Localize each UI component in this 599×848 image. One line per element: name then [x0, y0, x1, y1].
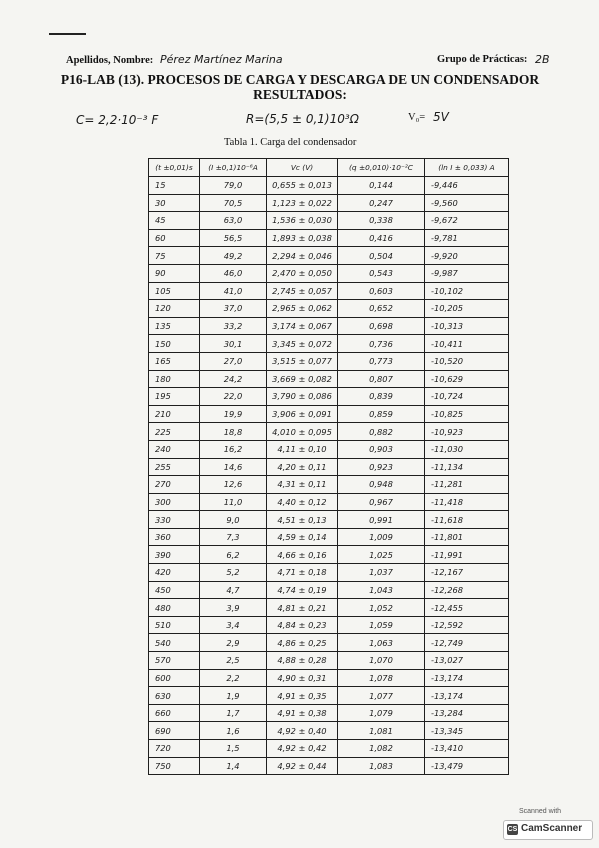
cell-charge: 0,923: [338, 458, 425, 476]
cell-ln-current: -9,781: [425, 229, 509, 247]
cell-ln-current: -13,027: [425, 652, 509, 670]
cell-voltage: 4,71 ± 0,18: [267, 564, 338, 582]
cell-ln-current: -11,991: [425, 546, 509, 564]
table-row: [149, 405, 509, 423]
scanned-with-text: Scanned with: [519, 808, 562, 815]
cell-charge: 0,948: [338, 476, 425, 494]
scanner-watermark: [503, 808, 593, 840]
cell-time: 180: [149, 370, 200, 388]
cell-time: 135: [149, 317, 200, 335]
cell-charge: 0,859: [338, 405, 425, 423]
table-row: [149, 476, 509, 494]
cell-voltage: 2,294 ± 0,046: [267, 247, 338, 265]
cell-charge: 0,247: [338, 194, 425, 212]
cell-current: 1,5: [200, 740, 267, 758]
cell-voltage: 3,515 ± 0,077: [267, 352, 338, 370]
cell-time: 660: [149, 704, 200, 722]
table-row: [149, 687, 509, 705]
cell-current: 7,3: [200, 528, 267, 546]
table-row: [149, 669, 509, 687]
cell-time: 195: [149, 388, 200, 406]
cell-voltage: 4,66 ± 0,16: [267, 546, 338, 564]
cell-current: 18,8: [200, 423, 267, 441]
cell-voltage: 3,174 ± 0,067: [267, 317, 338, 335]
cell-ln-current: -12,749: [425, 634, 509, 652]
cell-ln-current: -11,030: [425, 440, 509, 458]
table-row: [149, 194, 509, 212]
cell-ln-current: -11,134: [425, 458, 509, 476]
cell-current: 1,4: [200, 757, 267, 775]
cell-charge: 0,807: [338, 370, 425, 388]
cell-time: 450: [149, 581, 200, 599]
cell-time: 750: [149, 757, 200, 775]
cell-voltage: 4,88 ± 0,28: [267, 652, 338, 670]
cell-time: 330: [149, 511, 200, 529]
cell-ln-current: -10,205: [425, 300, 509, 318]
table-row: [149, 581, 509, 599]
cell-voltage: 4,91 ± 0,38: [267, 704, 338, 722]
cell-time: 60: [149, 229, 200, 247]
cell-charge: 0,543: [338, 264, 425, 282]
cell-ln-current: -10,923: [425, 423, 509, 441]
table-row: [149, 740, 509, 758]
cell-charge: 1,082: [338, 740, 425, 758]
cell-voltage: 3,790 ± 0,086: [267, 388, 338, 406]
cell-current: 9,0: [200, 511, 267, 529]
cell-current: 1,6: [200, 722, 267, 740]
cell-current: 2,5: [200, 652, 267, 670]
cell-current: 3,9: [200, 599, 267, 617]
camscanner-brand: CamScanner: [521, 823, 583, 834]
table-row: [149, 335, 509, 353]
cell-voltage: 4,74 ± 0,19: [267, 581, 338, 599]
cell-voltage: 4,59 ± 0,14: [267, 528, 338, 546]
cell-time: 630: [149, 687, 200, 705]
top-pen-mark: [49, 33, 86, 35]
table-row: [149, 317, 509, 335]
camscanner-icon: CS: [507, 826, 518, 833]
cell-voltage: 4,31 ± 0,11: [267, 476, 338, 494]
cell-ln-current: -12,268: [425, 581, 509, 599]
cell-time: 45: [149, 212, 200, 230]
cell-ln-current: -10,724: [425, 388, 509, 406]
cell-ln-current: -13,174: [425, 687, 509, 705]
cell-voltage: 4,92 ± 0,42: [267, 740, 338, 758]
table-row: [149, 634, 509, 652]
cell-charge: 0,967: [338, 493, 425, 511]
table-row: [149, 247, 509, 265]
cell-current: 3,4: [200, 616, 267, 634]
table-row: [149, 599, 509, 617]
table-row: [149, 757, 509, 775]
cell-voltage: 4,92 ± 0,40: [267, 722, 338, 740]
table-row: [149, 300, 509, 318]
cell-charge: 1,078: [338, 669, 425, 687]
cell-time: 150: [149, 335, 200, 353]
table-row: [149, 722, 509, 740]
cell-charge: 0,773: [338, 352, 425, 370]
table-row: [149, 493, 509, 511]
cell-ln-current: -9,560: [425, 194, 509, 212]
cell-time: 360: [149, 528, 200, 546]
cell-ln-current: -9,446: [425, 177, 509, 195]
cell-charge: 0,144: [338, 177, 425, 195]
header-voltage: Vc (V): [267, 159, 338, 177]
results-heading: RESULTADOS:: [253, 87, 347, 102]
cell-current: 14,6: [200, 458, 267, 476]
cell-charge: 1,025: [338, 546, 425, 564]
cell-voltage: 2,745 ± 0,057: [267, 282, 338, 300]
table-row: [149, 440, 509, 458]
cell-time: 165: [149, 352, 200, 370]
cell-voltage: 4,84 ± 0,23: [267, 616, 338, 634]
capacitance-value: C= 2,2·10⁻³ F: [76, 113, 159, 127]
cell-time: 690: [149, 722, 200, 740]
cell-current: 33,2: [200, 317, 267, 335]
cell-charge: 1,083: [338, 757, 425, 775]
cell-current: 27,0: [200, 352, 267, 370]
cell-voltage: 1,893 ± 0,038: [267, 229, 338, 247]
cell-voltage: 3,345 ± 0,072: [267, 335, 338, 353]
cell-charge: 1,059: [338, 616, 425, 634]
table-row: [149, 511, 509, 529]
cell-current: 1,9: [200, 687, 267, 705]
table-row: [149, 458, 509, 476]
cell-voltage: 4,40 ± 0,12: [267, 493, 338, 511]
table-body: [149, 177, 509, 775]
cell-current: 46,0: [200, 264, 267, 282]
cell-voltage: 4,86 ± 0,25: [267, 634, 338, 652]
cell-current: 79,0: [200, 177, 267, 195]
cell-current: 63,0: [200, 212, 267, 230]
cell-ln-current: -10,102: [425, 282, 509, 300]
cell-current: 22,0: [200, 388, 267, 406]
cell-time: 510: [149, 616, 200, 634]
camscanner-logo: [503, 820, 593, 840]
table-row: [149, 352, 509, 370]
cell-ln-current: -13,284: [425, 704, 509, 722]
cell-current: 70,5: [200, 194, 267, 212]
cell-charge: 0,652: [338, 300, 425, 318]
cell-charge: 0,698: [338, 317, 425, 335]
cell-voltage: 4,20 ± 0,11: [267, 458, 338, 476]
table-row: [149, 282, 509, 300]
cell-voltage: 2,965 ± 0,062: [267, 300, 338, 318]
cell-charge: 1,052: [338, 599, 425, 617]
cell-time: 30: [149, 194, 200, 212]
cell-ln-current: -9,920: [425, 247, 509, 265]
cell-ln-current: -11,418: [425, 493, 509, 511]
cell-time: 225: [149, 423, 200, 441]
table-row: [149, 652, 509, 670]
cell-time: 480: [149, 599, 200, 617]
cell-charge: 1,037: [338, 564, 425, 582]
cell-charge: 0,991: [338, 511, 425, 529]
cell-charge: 1,081: [338, 722, 425, 740]
cell-current: 30,1: [200, 335, 267, 353]
table-row: [149, 546, 509, 564]
table-row: [149, 212, 509, 230]
cell-ln-current: -10,520: [425, 352, 509, 370]
cell-time: 90: [149, 264, 200, 282]
cell-time: 75: [149, 247, 200, 265]
name-value: Pérez Martínez Marina: [160, 53, 283, 66]
cell-current: 41,0: [200, 282, 267, 300]
cell-time: 120: [149, 300, 200, 318]
cell-ln-current: -11,281: [425, 476, 509, 494]
cell-voltage: 4,81 ± 0,21: [267, 599, 338, 617]
cell-charge: 1,079: [338, 704, 425, 722]
cell-charge: 0,504: [338, 247, 425, 265]
v0-label: V₀=: [408, 112, 426, 123]
cell-charge: 0,338: [338, 212, 425, 230]
table-row: [149, 704, 509, 722]
page-title: P16-LAB (13). PROCESOS DE CARGA Y DESCARGA DE UN CONDENSADOR: [60, 72, 540, 87]
cell-charge: 0,416: [338, 229, 425, 247]
cell-charge: 0,903: [338, 440, 425, 458]
cell-charge: 0,882: [338, 423, 425, 441]
cell-ln-current: -13,345: [425, 722, 509, 740]
cell-current: 6,2: [200, 546, 267, 564]
cell-time: 210: [149, 405, 200, 423]
name-label: Apellidos, Nombre:: [66, 55, 154, 66]
table-row: [149, 177, 509, 195]
header-time: (t ±0,01)s: [149, 159, 200, 177]
cell-charge: 1,043: [338, 581, 425, 599]
table-row: [149, 388, 509, 406]
cell-voltage: 3,906 ± 0,091: [267, 405, 338, 423]
cell-charge: 0,839: [338, 388, 425, 406]
cell-ln-current: -10,825: [425, 405, 509, 423]
cell-time: 240: [149, 440, 200, 458]
table-caption: Tabla 1. Carga del condensador: [224, 137, 357, 148]
cell-time: 390: [149, 546, 200, 564]
table-row: [149, 229, 509, 247]
cell-voltage: 1,123 ± 0,022: [267, 194, 338, 212]
group-label: Grupo de Prácticas:: [437, 54, 528, 65]
cell-charge: 1,070: [338, 652, 425, 670]
cell-time: 255: [149, 458, 200, 476]
cell-charge: 0,736: [338, 335, 425, 353]
cell-ln-current: -13,479: [425, 757, 509, 775]
cell-current: 19,9: [200, 405, 267, 423]
cell-time: 15: [149, 177, 200, 195]
cell-ln-current: -13,174: [425, 669, 509, 687]
cell-ln-current: -9,987: [425, 264, 509, 282]
cell-charge: 1,009: [338, 528, 425, 546]
cell-voltage: 4,010 ± 0,095: [267, 423, 338, 441]
cell-current: 2,2: [200, 669, 267, 687]
cell-ln-current: -12,455: [425, 599, 509, 617]
header-current: (I ±0,1)10⁻⁶A: [200, 159, 267, 177]
resistance-value: R=(5,5 ± 0,1)10³Ω: [246, 112, 359, 126]
cell-voltage: 4,91 ± 0,35: [267, 687, 338, 705]
cell-current: 16,2: [200, 440, 267, 458]
header-ln-current: (ln I ± 0,033) A: [425, 159, 509, 177]
cell-charge: 1,077: [338, 687, 425, 705]
cell-current: 2,9: [200, 634, 267, 652]
header-charge: (q ±0,010)·10⁻²C: [338, 159, 425, 177]
table-row: [149, 564, 509, 582]
cell-current: 1,7: [200, 704, 267, 722]
cell-charge: 1,063: [338, 634, 425, 652]
cell-time: 270: [149, 476, 200, 494]
cell-current: 56,5: [200, 229, 267, 247]
cell-current: 49,2: [200, 247, 267, 265]
v0-value: 5V: [433, 110, 449, 124]
cell-voltage: 3,669 ± 0,082: [267, 370, 338, 388]
cell-current: 37,0: [200, 300, 267, 318]
table-row: [149, 616, 509, 634]
cell-current: 5,2: [200, 564, 267, 582]
cell-ln-current: -11,801: [425, 528, 509, 546]
cell-time: 300: [149, 493, 200, 511]
cell-voltage: 1,536 ± 0,030: [267, 212, 338, 230]
cell-time: 600: [149, 669, 200, 687]
cell-charge: 0,603: [338, 282, 425, 300]
table-row: [149, 423, 509, 441]
cell-ln-current: -12,167: [425, 564, 509, 582]
cell-current: 11,0: [200, 493, 267, 511]
table-header-row: [149, 159, 509, 177]
table-row: [149, 528, 509, 546]
cell-voltage: 4,90 ± 0,31: [267, 669, 338, 687]
cell-time: 570: [149, 652, 200, 670]
cell-ln-current: -12,592: [425, 616, 509, 634]
cell-ln-current: -11,618: [425, 511, 509, 529]
table-row: [149, 264, 509, 282]
cell-ln-current: -10,313: [425, 317, 509, 335]
cell-current: 12,6: [200, 476, 267, 494]
cell-ln-current: -10,629: [425, 370, 509, 388]
charge-table: [148, 158, 509, 775]
cell-ln-current: -9,672: [425, 212, 509, 230]
cell-voltage: 2,470 ± 0,050: [267, 264, 338, 282]
cell-current: 24,2: [200, 370, 267, 388]
cell-voltage: 4,11 ± 0,10: [267, 440, 338, 458]
table-row: [149, 370, 509, 388]
cell-current: 4,7: [200, 581, 267, 599]
cell-voltage: 4,51 ± 0,13: [267, 511, 338, 529]
group-value: 2B: [535, 53, 550, 66]
cell-ln-current: -10,411: [425, 335, 509, 353]
cell-time: 540: [149, 634, 200, 652]
cell-ln-current: -13,410: [425, 740, 509, 758]
cell-voltage: 4,92 ± 0,44: [267, 757, 338, 775]
cell-time: 720: [149, 740, 200, 758]
cell-time: 105: [149, 282, 200, 300]
charge-table-wrapper: [148, 158, 509, 775]
cell-time: 420: [149, 564, 200, 582]
cell-voltage: 0,655 ± 0,013: [267, 177, 338, 195]
